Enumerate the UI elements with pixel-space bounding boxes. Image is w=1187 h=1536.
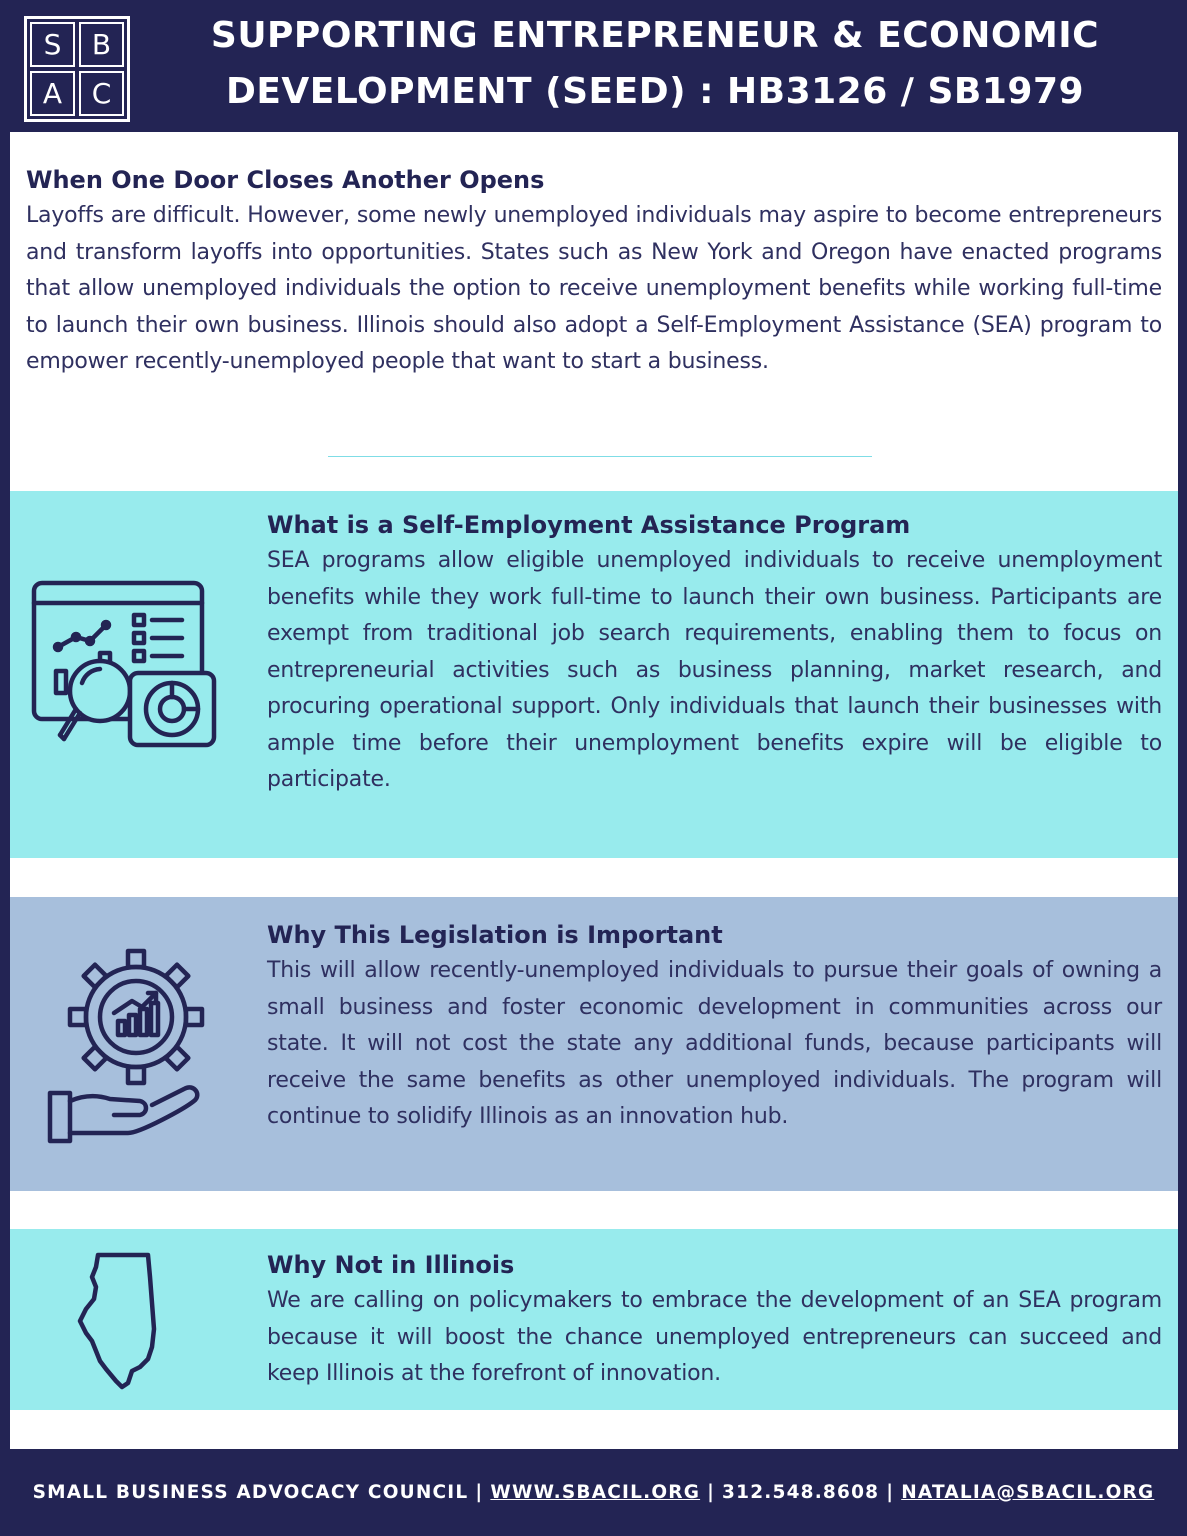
footer-separator: |: [707, 1482, 716, 1503]
sea-program-heading: What is a Self-Employment Assistance Program: [267, 511, 911, 539]
logo-letter: B: [79, 22, 124, 67]
legislation-heading: Why This Legislation is Important: [267, 921, 723, 949]
analytics-dashboard-icon: [30, 579, 220, 769]
footer-separator: |: [886, 1482, 895, 1503]
footer-email-link[interactable]: NATALIA@SBACIL.ORG: [901, 1482, 1155, 1503]
legislation-body: This will allow recently-unemployed individuals to pursue their goals of owning a small business and foster economic development in communities across our state. It will not cost the state any additional funds, because participants will receive the same benefits as other unemployed individuals. The program will continue to solidify Illinois as an innovation hub.: [267, 958, 1162, 1129]
page-footer: [0, 1449, 1187, 1536]
footer-org-name: SMALL BUSINESS ADVOCACY COUNCIL: [32, 1482, 469, 1503]
legislation-text: [267, 917, 1162, 1136]
sea-program-body: SEA programs allow eligible unemployed individuals to receive unemployment benefits while they work full-time to launch their own business. Participants are exempt from traditional job search requirements, enabling them to focus on entrepreneurial activities such as business planning, market research, and procuring operational support. Only individuals that launch their businesses with ample time before their unemployment benefits expire will be eligible to participate.: [267, 548, 1162, 792]
illinois-body: We are calling on policymakers to embrace the development of an SEA program because it will boost the chance unemployed entrepreneurs can succeed and keep Illinois at the forefront of innovation.: [267, 1288, 1162, 1386]
illinois-map-icon: [76, 1251, 162, 1391]
section-divider: [328, 456, 872, 457]
intro-section: [26, 162, 1162, 381]
intro-body: Layoffs are difficult. However, some newly unemployed individuals may aspire to become entrepreneurs and transform layoffs into opportunities. States such as New York and Oregon have enacted programs that allow unemployed individuals the option to receive unemployment benefits while working full-time to launch their own business. Illinois should also adopt a Self-Employment Assistance (SEA) program to empower recently-unemployed people that want to start a business.: [26, 203, 1162, 374]
footer-separator: |: [475, 1482, 484, 1503]
illinois-heading: Why Not in Illinois: [267, 1251, 515, 1279]
sbac-logo: [24, 16, 130, 122]
intro-heading: When One Door Closes Another Opens: [26, 166, 545, 194]
title-line-2: DEVELOPMENT (SEED) : HB3126 / SB1979: [225, 71, 1085, 112]
hand-gear-growth-icon: [44, 945, 214, 1145]
page-title: [150, 8, 1160, 120]
logo-letter: S: [30, 22, 75, 67]
logo-letter: C: [79, 71, 124, 116]
section-sea-program: [10, 491, 1178, 858]
logo-letter: A: [30, 71, 75, 116]
footer-website-link[interactable]: WWW.SBACIL.ORG: [490, 1482, 701, 1503]
page-header: [0, 0, 1187, 132]
title-line-1: SUPPORTING ENTREPRENEUR & ECONOMIC: [210, 15, 1100, 56]
section-why-not-illinois: [10, 1229, 1178, 1410]
main-content: [10, 132, 1178, 1449]
footer-phone: 312.548.8608: [722, 1482, 880, 1503]
sea-program-text: [267, 507, 1162, 799]
illinois-text: [267, 1247, 1162, 1393]
section-legislation-importance: [10, 897, 1178, 1191]
